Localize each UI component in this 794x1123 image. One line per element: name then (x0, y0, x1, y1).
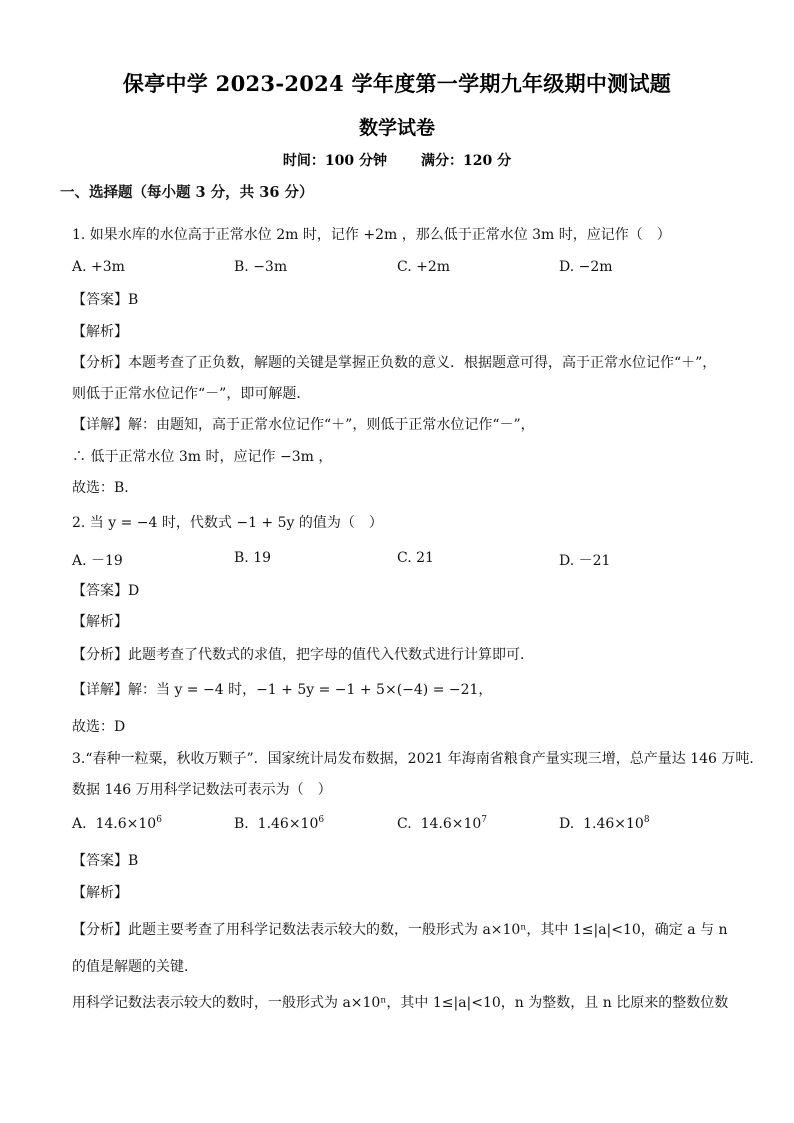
q2-option-c: C. 21 (397, 550, 434, 566)
q3-stem-line2: 数据 146 万用科学记数法可表示为（ ） (72, 782, 332, 798)
q1-choose: 故选：B． (72, 480, 139, 496)
exam-meta (0, 150, 794, 170)
q1-stem: 1. 如果水库的水位高于正常水位 2m 时，记作 +2m ，那么低于正常水位 3m 时，应记作（ ） (72, 227, 671, 243)
exam-time: 时间：100 分钟 (282, 153, 387, 169)
q2-fenxi-line1: 【分析】此题考查了代数式的求值，把字母的值代入代数式进行计算即可． (72, 647, 534, 663)
q1-fenxi-line2: 则低于正常水位记作“－”，即可解题． (72, 386, 311, 402)
q3-fenxi-line2: 的值是解题的关键． (72, 959, 198, 975)
q3-options (72, 816, 732, 836)
q2-answer: 【答案】D (72, 583, 140, 599)
q2-option-a: A. －19 (72, 553, 123, 569)
q3-stem-line1: 3.“春种一粒粟，秋收万颗子”．国家统计局发布数据，2021 年海南省粮食产量实现三增，总产量达 146 万吨． (72, 751, 764, 767)
q1-options (72, 259, 732, 279)
q2-analysis-label: 【解析】 (72, 614, 128, 630)
q3-fenxi-line1: 【分析】此题主要考查了用科学记数法表示较大的数，一般形式为 a×10ⁿ，其中 1≤|a|<10，确定 a 与 n (72, 922, 728, 938)
q1-option-d: D. −2m (559, 259, 613, 275)
q2-option-d: D. －21 (559, 553, 611, 569)
q2-stem: 2. 当 y = −4 时，代数式 −1 + 5y 的值为（ ） (72, 515, 383, 531)
q1-detail-line1: 【详解】解：由题知，高于正常水位记作“＋”，则低于正常水位记作“－”， (72, 417, 535, 433)
q3-detail-line1: 用科学记数法表示较大的数时，一般形式为 a×10ⁿ，其中 1≤|a|<10，n 为整数，且 n 比原来的整数位数 (72, 995, 729, 1011)
exam-title: 保亭中学 2023-2024 学年度第一学期九年级期中测试题 (122, 71, 672, 96)
q3-option-c: C. $14.6\times 10^7$ (397, 815, 488, 832)
exam-subtitle: 数学试卷 (358, 117, 435, 139)
q2-choose: 故选：D (72, 719, 126, 735)
q3-answer: 【答案】B (72, 853, 139, 869)
q1-option-a: A. +3m (72, 259, 125, 275)
q2-options (72, 550, 732, 570)
exam-score: 满分：120 分 (421, 153, 512, 169)
q1-detail-line2: ∴ 低于正常水位 3m 时，应记作 −3m ， (72, 449, 333, 465)
q1-analysis-label: 【解析】 (72, 324, 128, 340)
q2-option-b: B. 19 (234, 550, 272, 566)
q3-option-a: A. $14.6\times 10^6$ (72, 815, 162, 832)
q2-detail-line1: 【详解】解：当 y = −4 时，−1 + 5y = −1 + 5×(−4) = −21， (72, 682, 493, 698)
q3-option-b: B. $1.46\times 10^6$ (234, 815, 325, 832)
q1-answer: 【答案】B (72, 292, 139, 308)
q1-option-c: C. +2m (397, 259, 451, 275)
q3-analysis-label: 【解析】 (72, 885, 128, 901)
section-title: 一、选择题（每小题 3 分，共 36 分） (60, 184, 314, 201)
q1-fenxi-line1: 【分析】本题考查了正负数，解题的关键是掌握正负数的意义．根据题意可得，高于正常水位记作“＋”， (72, 355, 717, 371)
q3-option-d: D. $1.46\times 10^8$ (559, 815, 650, 832)
q1-option-b: B. −3m (234, 259, 288, 275)
